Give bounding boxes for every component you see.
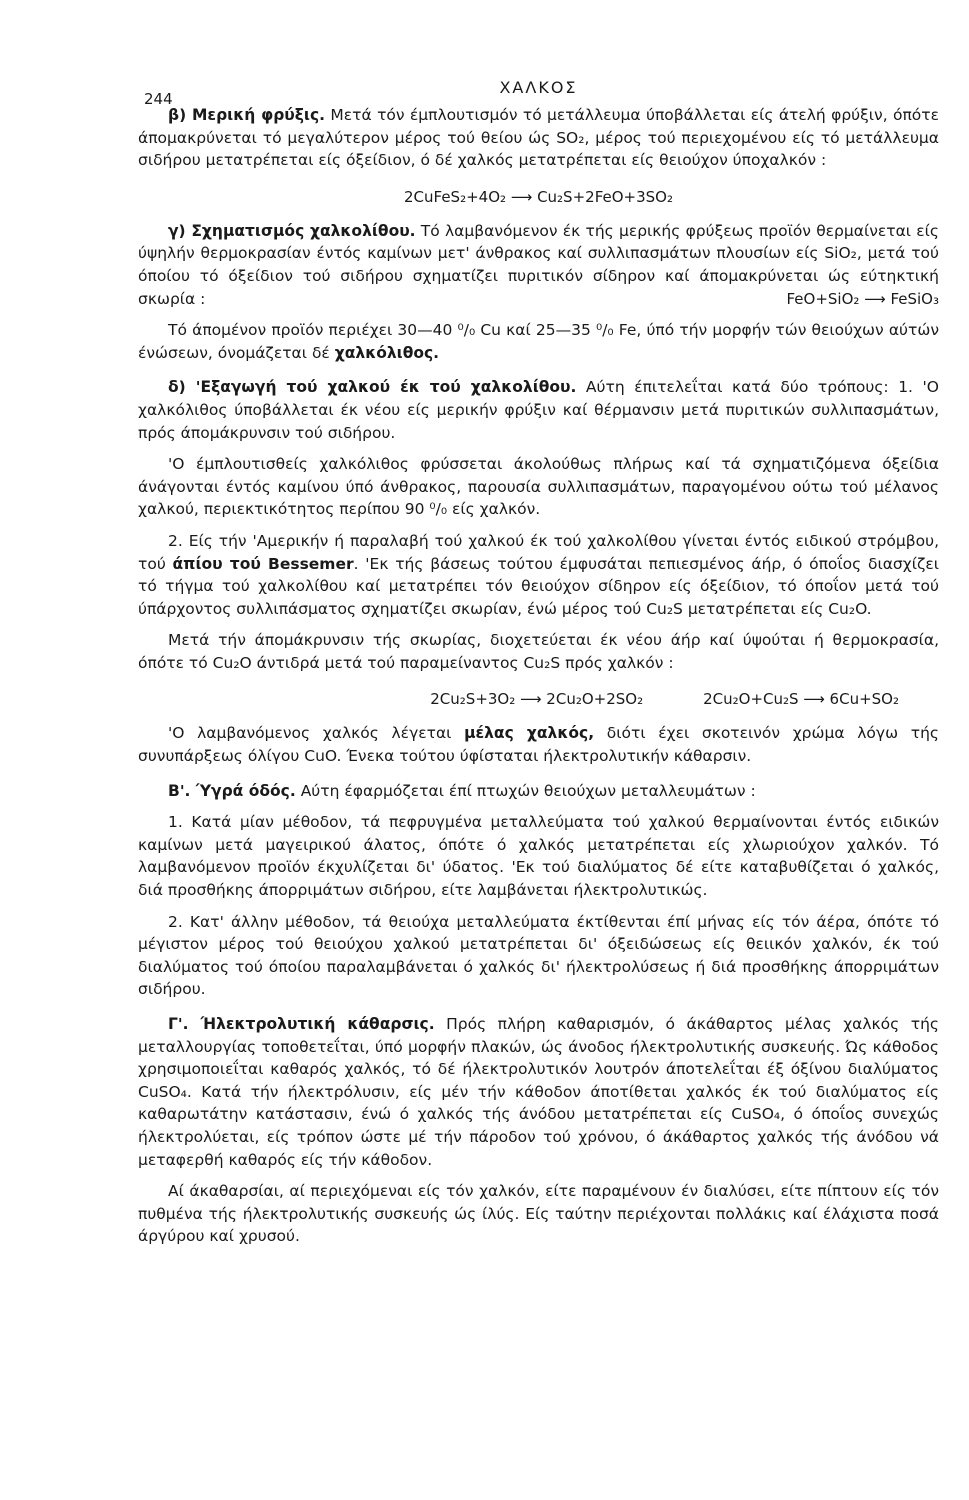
section-d-heading: δ) 'Εξαγωγή τού χαλκού έκ τού χαλκολίθου. (168, 378, 577, 397)
equation-partial-roasting: 2CuFeS₂+4O₂ ⟶ Cu₂S+2FeO+3SO₂ (404, 187, 673, 206)
equations-bessemer (138, 688, 939, 710)
equation-slag: FeO+SiO₂ ⟶ FeSiO₃ (786, 289, 939, 308)
page-header (138, 0, 939, 108)
section-b-paragraph (138, 104, 939, 172)
section-d-para5-end: διότι έχει σκοτεινόν χρώμα λόγω τής συνυπάρξεως όλίγου CuO. Ένεκα τούτου ύφίσταται ήλεκτρολυτικήν κάθαρσιν. (138, 724, 939, 766)
section-electrolytic-heading: Γ'. Ήλεκτρολυτική κάθαρσις. (168, 1015, 435, 1033)
section-d-para3-start: 2. Είς τήν 'Αμερικήν ή παραλαβή τού χαλκού έκ τού χαλκολίθου γίνεται έντός ειδικού στρόμβου, τού (138, 531, 939, 573)
equation-bessemer-2: 2Cu₂O+Cu₂S ⟶ 6Cu+SO₂ (703, 690, 899, 709)
section-c-paragraph-2 (138, 319, 939, 364)
section-electrolytic-paragraph (138, 1013, 939, 1171)
section-d-para5-start: 'Ο λαμβανόμενος χαλκός λέγεται (168, 724, 465, 743)
section-d-paragraph-4: Μετά τήν άπομάκρυνσιν τής σκωρίας, διοχετεύεται έκ νέου άήρ καί ύψούται ή θερμοκρασία, όπότε τό Cu₂O άντιδρά μετά τού παραμείναντος Cu₂S πρός χαλκόν : (138, 631, 939, 672)
section-b-heading: β) Μερική φρύξις. (168, 106, 326, 124)
section-d-para3-end: . 'Εκ τής βάσεως τούτου έμφυσάται πεπιεσμένος άήρ, ό όποΐος διασχίζει τό τήγμα τού χαλκολίθου καί μετατρέπει τόν θειούχον σίδηρον είς όξείδιον, τό όποΐον μετά τού ύπάρχοντος συλλιπάσματος σχηματίζει σκωρίαν, ένώ μέρος τού Cu₂S μετατρέπεται είς Cu₂O. (138, 554, 940, 618)
section-c-text: Τό λαμβανόμενον έκ τής μερικής φρύξεως προϊόν θερμαίνεται είς ύψηλήν θερμοκρασίαν έντός καμίνων μετ' άνθρακος καί συλλιπασμάτων πλουσίων είς SiO₂, μετά τού όποίου τό όξείδιον τού σιδήρου σχηματίζει πυριτικόν σίδηρον καί άπομακρύνεται ώς εύτηκτική σκωρία : (138, 221, 939, 308)
section-d-paragraph (138, 376, 939, 444)
section-c-heading: γ) Σχηματισμός χαλκολίθου. (168, 221, 416, 240)
section-electrolytic-text: Πρός πλήρη καθαρισμόν, ό άκάθαρτος μέλας χαλκός τής μεταλλουργίας τοποθετεΐται, ύπό μορφήν πλακών, ώς άνοδος ήλεκτρολυτικής συσκευής. Ώς κάθοδος χρησιμοποιεΐται καθαρός χαλκός, τό δέ ήλεκτρολυτικόν λουτρόν άποτελεΐται έξ όξίνου διαλύματος CuSO₄. Κατά τήν ήλεκτρόλυσιν, είς μέν τήν κάθοδον άποτίθεται χαλκός έκ τού διαλύματος είς καθαρωτάτην κατάστασιν, ένώ ό χαλκός τής άνόδου μετατρέπεται είς CuSO₄, ό όποΐος συνεχώς ήλεκτρολύεται, είς τρόπον ώστε μέ τήν πάροδον τού χρόνου, ό άκάθαρτος χαλκός τής άνόδου νά μεταφερθή καθαρός είς τήν κάθοδον. (138, 1015, 939, 1169)
matte-term: χαλκόλιθος. (334, 343, 440, 362)
equation-bessemer-1: 2Cu₂S+3O₂ ⟶ 2Cu₂O+2SO₂ (430, 690, 644, 709)
section-c-paragraph (138, 220, 939, 310)
section-d-paragraph-3 (138, 530, 939, 620)
section-wet-text: Αύτη έφαρμόζεται έπί πτωχών θειούχων μεταλλευμάτων : (295, 781, 756, 800)
running-title: ΧΑΛΚΟΣ (499, 78, 578, 97)
section-electrolytic-paragraph-2: Αί άκαθαρσίαι, αί περιεχόμεναι είς τόν χαλκόν, είτε παραμένουν έν διαλύσει, είτε πίπτουν είς τόν πυθμένα τής ήλεκτρολυτικής συσκευής ώς ίλύς. Είς ταύτην περιέχονται πολλάκις καί έλάχιστα ποσά άργύρου καί χρυσού. (138, 1182, 939, 1246)
section-d-text: Αύτη έπιτελεΐται κατά δύο τρόπους: 1. 'Ο χαλκόλιθος ύποβάλλεται έκ νέου είς μερικήν φρύξιν καί θέρμανσιν μετά πυριτικών συλλιπασμάτων, πρός άπομάκρυνσιν τού σιδήρου. (138, 378, 939, 442)
section-wet-paragraph (138, 780, 939, 803)
page-number: 244 (144, 90, 173, 108)
section-wet-heading: Β'. Ύγρά όδός. (168, 781, 296, 800)
bessemer-term: άπίου τού Bessemer (172, 554, 354, 573)
section-wet-paragraph-2: 2. Κατ' άλλην μέθοδον, τά θειούχα μεταλλεύματα έκτίθενται έπί μήνας είς τόν άέρα, όπότε τό μέγιστον μέρος τού θειούχου χαλκού μετατρέπεται δι' όξειδώσεως είς θειικόν χαλκόν, έκ τού διαλύματος τού όποίου παραλαμβάνεται ό χαλκός δι' ήλεκτρολύσεως ή διά προσθήκης άπορριμάτων σιδήρου. (138, 912, 939, 999)
section-d-paragraph-2: 'Ο έμπλουτισθείς χαλκόλιθος φρύσσεται άκολούθως πλήρως καί τά σχηματιζόμενα όξείδια άνάγονται έντός καμίνου ύπό άνθρακος, παρουσία συλλιπασμάτων, παραγομένου ούτω τού μέλανος χαλκού, περιεκτικότητος περίπου 90 ⁰/₀ είς χαλκόν. (138, 455, 939, 519)
section-wet-paragraph-1: 1. Κατά μίαν μέθοδον, τά πεφρυγμένα μεταλλεύματα τού χαλκού θερμαίνονται έντός ειδικών καμίνων μετά μαγειρικού άλατος, όπότε ό χαλκός μετατρέπεται είς χλωριούχον χαλκόν. Τό λαμβανόμενον προϊόν έκχυλίζεται δι' ύδατος. 'Εκ τού διαλύματος δέ είτε καταβυθίζεται ό χαλκός, διά προσθήκης άπορριμάτων σιδήρου, είτε λαμβάνεται ήλεκτρολυτικώς. (138, 813, 939, 900)
section-d-paragraph-5 (138, 722, 939, 767)
black-copper-term: μέλας χαλκός, (464, 724, 595, 743)
section-b-text: Μετά τόν έμπλουτισμόν τό μετάλλευμα ύποβάλλεται είς άτελή φρύξιν, όπότε άπομακρύνεται τό μεγαλύτερον μέρος τού θείου ώς SO₂, μέρος τού περιεχομένου είς τό μετάλλευμα σιδήρου μετατρέπεται είς όξείδιον, ό δέ χαλκός μετατρέπεται είς θειούχον ύποχαλκόν : (138, 106, 939, 170)
section-c-para2-text: Τό άπομένον προϊόν περιέχει 30—40 ⁰/₀ Cu καί 25—35 ⁰/₀ Fe, ύπό τήν μορφήν τών θειούχων αύτών ένώσεων, όνομάζεται δέ (138, 321, 939, 362)
